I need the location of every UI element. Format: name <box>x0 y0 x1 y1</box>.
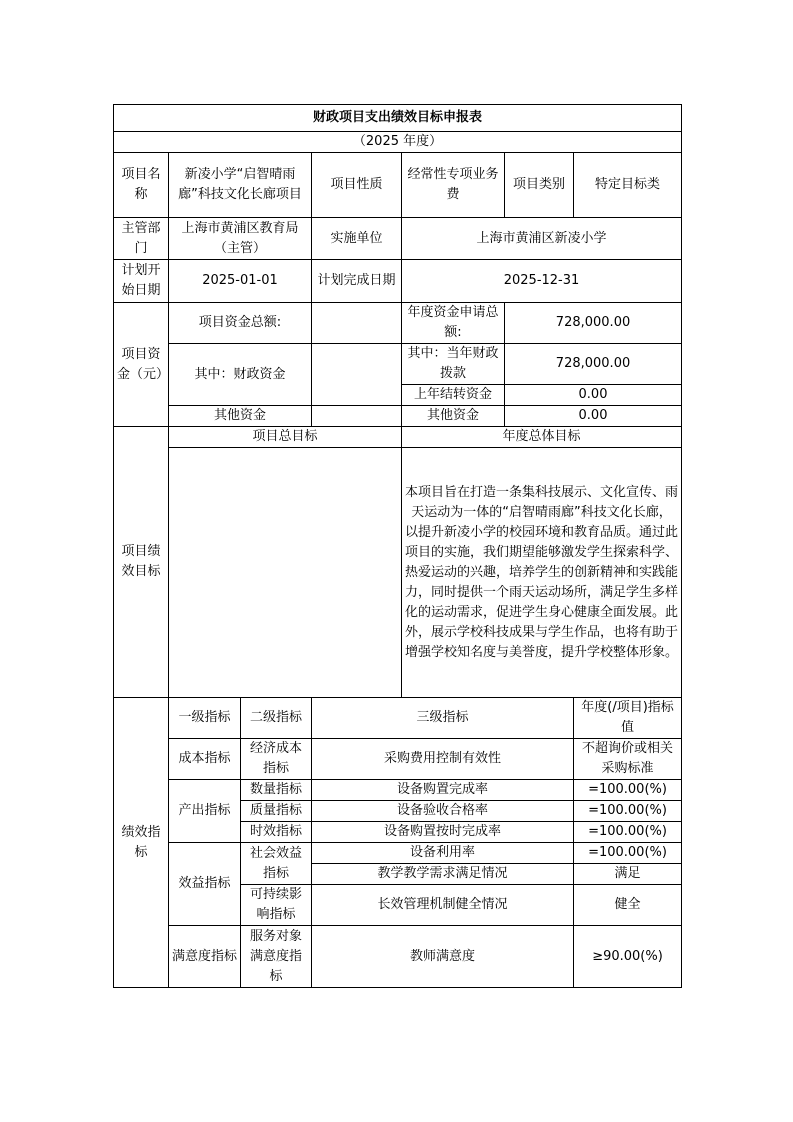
output-level2: 数量指标 <box>241 780 312 801</box>
cost-value: 不超询价或相关采购标准 <box>574 739 682 780</box>
social-benefit-level3: 教学教学需求满足情况 <box>312 864 574 885</box>
end-date-label: 计划完成日期 <box>312 260 402 303</box>
funds-total-label: 项目资金总额: <box>169 303 312 344</box>
satisfaction-level3: 教师满意度 <box>312 926 574 988</box>
funds-total-value <box>312 303 402 344</box>
sustain-level3: 长效管理机制健全情况 <box>312 885 574 926</box>
social-benefit-level2: 社会效益指标 <box>241 843 312 885</box>
dept-label: 主管部门 <box>114 218 169 260</box>
overall-goal-header: 项目总目标 <box>169 427 402 448</box>
output-level2: 质量指标 <box>241 801 312 822</box>
social-benefit-value: =100.00(%) <box>574 843 682 864</box>
annual-other-value: 0.00 <box>505 406 682 427</box>
cost-level2: 经济成本指标 <box>241 739 312 780</box>
overall-goal-text <box>169 448 402 698</box>
annual-total-label: 年度资金申请总额: <box>402 303 505 344</box>
output-value: =100.00(%) <box>574 780 682 801</box>
output-level3: 设备购置按时完成率 <box>312 822 574 843</box>
funds-label: 项目资金（元） <box>114 303 169 427</box>
project-name-label: 项目名称 <box>114 153 169 218</box>
project-category-value: 特定目标类 <box>574 153 682 218</box>
annual-total-value: 728,000.00 <box>505 303 682 344</box>
indicator-header-value: 年度(/项目)指标值 <box>574 698 682 739</box>
annual-other-label: 其他资金 <box>402 406 505 427</box>
carryover-label: 上年结转资金 <box>402 385 505 406</box>
funds-other-label: 其他资金 <box>169 406 312 427</box>
cost-level1: 成本指标 <box>169 739 241 780</box>
current-fiscal-value: 728,000.00 <box>505 344 682 385</box>
output-level3: 设备购置完成率 <box>312 780 574 801</box>
project-name-value: 新凌小学“启智晴雨廊”科技文化长廊项目 <box>169 153 312 218</box>
output-value: =100.00(%) <box>574 801 682 822</box>
performance-target-form <box>113 104 682 988</box>
indicator-header-level3: 三级指标 <box>312 698 574 739</box>
dept-value: 上海市黄浦区教育局（主管） <box>169 218 312 260</box>
indicator-header-level1: 一级指标 <box>169 698 241 739</box>
end-date-value: 2025-12-31 <box>402 260 682 303</box>
form-title: 财政项目支出绩效目标申报表 <box>114 105 682 132</box>
satisfaction-level1: 满意度指标 <box>169 926 241 988</box>
form-year: （2025 年度） <box>114 132 682 153</box>
social-benefit-value: 满足 <box>574 864 682 885</box>
project-nature-label: 项目性质 <box>312 153 402 218</box>
funds-fiscal-label: 其中：财政资金 <box>169 344 312 406</box>
output-level2: 时效指标 <box>241 822 312 843</box>
satisfaction-value: ≥90.00(%) <box>574 926 682 988</box>
output-level3: 设备验收合格率 <box>312 801 574 822</box>
sustain-value: 健全 <box>574 885 682 926</box>
current-fiscal-label: 其中：当年财政拨款 <box>402 344 505 385</box>
project-nature-value: 经常性专项业务费 <box>402 153 505 218</box>
goals-label: 项目绩效目标 <box>114 427 169 698</box>
social-benefit-level3: 设备利用率 <box>312 843 574 864</box>
output-value: =100.00(%) <box>574 822 682 843</box>
benefit-level1: 效益指标 <box>169 843 241 926</box>
start-date-value: 2025-01-01 <box>169 260 312 303</box>
funds-other-value <box>312 406 402 427</box>
carryover-value: 0.00 <box>505 385 682 406</box>
output-level1: 产出指标 <box>169 780 241 843</box>
project-category-label: 项目类别 <box>505 153 574 218</box>
satisfaction-level2: 服务对象满意度指标 <box>241 926 312 988</box>
annual-goal-text: 本项目旨在打造一条集科技展示、文化宣传、雨天运动为一体的“启智晴雨廊”科技文化长廊，以提升新凌小学的校园环境和教育品质。通过此项目的实施，我们期望能够激发学生探索科学、热爱运动的兴趣，培养学生的创新精神和实践能力，同时提供一个雨天运动场所，满足学生多样化的运动需求，促进学生身心健康全面发展。此外，展示学校科技成果与学生作品，也将有助于增强学校知名度与美誉度，提升学校整体形象。 <box>402 448 682 698</box>
annual-goal-header: 年度总体目标 <box>402 427 682 448</box>
funds-fiscal-value <box>312 344 402 406</box>
unit-label: 实施单位 <box>312 218 402 260</box>
indicator-header-level2: 二级指标 <box>241 698 312 739</box>
indicators-label: 绩效指标 <box>114 698 169 988</box>
sustain-level2: 可持续影响指标 <box>241 885 312 926</box>
unit-value: 上海市黄浦区新凌小学 <box>402 218 682 260</box>
cost-level3: 采购费用控制有效性 <box>312 739 574 780</box>
start-date-label: 计划开始日期 <box>114 260 169 303</box>
